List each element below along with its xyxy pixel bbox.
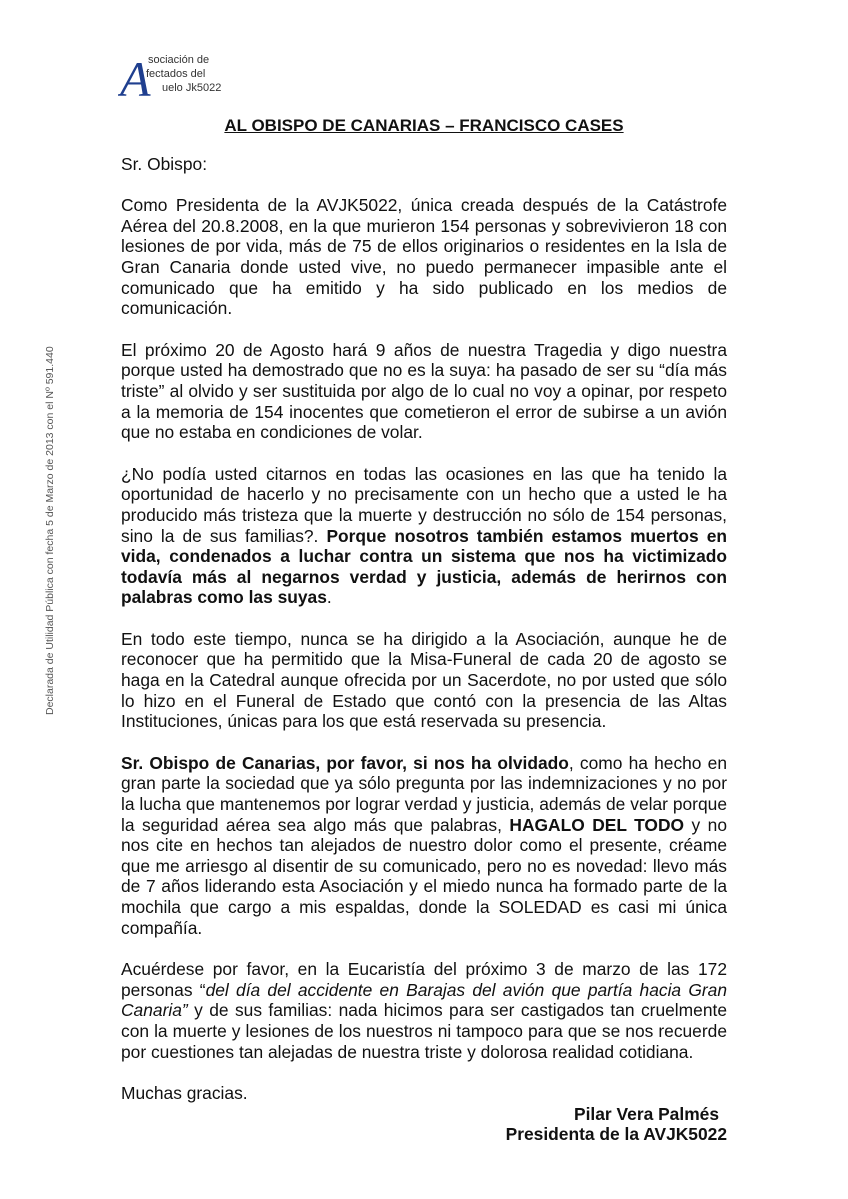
letter-title: AL OBISPO DE CANARIAS – FRANCISCO CASES (224, 116, 624, 135)
paragraph-6-italic: del día del accidente en Barajas del avión que partía hacia Gran Canaria” (121, 979, 728, 1021)
paragraph-6-text: Acuérdese por favor, en la Eucaristía del próximo 3 de marzo de las 172 personas “ (121, 959, 727, 1000)
paragraph-5-text: , como ha hecho en gran parte la sociedad que ya sólo pregunta por las indemnizaciones y no por la lucha que mantenemos por lograr verdad y justicia, además de velar porque la seguridad aérea sea algo más que palabras, (121, 752, 727, 835)
closing: Muchas gracias. (121, 1083, 248, 1104)
logo-line-2: fectados del (146, 68, 206, 80)
signature-name: Pilar Vera Palmés (573, 1103, 719, 1124)
paragraph-1 (121, 195, 727, 319)
letter-body (121, 116, 727, 1145)
salutation: Sr. Obispo: (121, 153, 208, 174)
paragraph-3-text: ¿No podía usted citarnos en todas las ocasiones en las que ha tenido la oportunidad de hacerlo y no precisamente con un hecho que a usted le ha producido más tristeza que la muerte y destrucción no sólo de 154 personas, sino la de sus familias?. (121, 463, 727, 546)
paragraph-5 (121, 753, 727, 938)
paragraph-6 (121, 959, 727, 1062)
logo-line-1: sociación de (148, 54, 210, 66)
signature-role: Presidenta de la AVJK5022 (505, 1124, 727, 1145)
paragraph-6-text-end: y de sus familias: nada hicimos para ser castigados tan cruelmente con la muerte y lesiones de los nuestros ni tampoco para que se nos recuerde por cuestiones tan alejadas de nuestra triste y dolorosa realidad cotidiana. (121, 1000, 727, 1062)
paragraph-3 (121, 464, 727, 608)
paragraph-1-text: Como Presidenta de la AVJK5022, única creada después de la Catástrofe Aérea del 20.8.2008, en la que murieron 154 personas y sobrevivieron 18 con lesiones de por vida, más de 75 de ellos originarios o residentes en la Isla de Gran Canaria donde usted vive, no puedo permanecer impasible ante el comunicado que ha emitido y ha sido publicado en los medios de comunicación. (121, 195, 727, 319)
association-logo (118, 52, 228, 100)
logo-line-3: uelo Jk5022 (162, 82, 222, 94)
signature-block (121, 1104, 727, 1145)
logo-big-letter: A (120, 52, 151, 100)
side-registration-note: Declarada de Utilidad Pública con fecha 5 de Marzo de 2013 con el Nº 591.440 (44, 346, 56, 715)
paragraph-5-bold-opening: Sr. Obispo de Canarias, por favor, si nos ha olvidado (121, 752, 569, 773)
paragraph-3-bold: Porque nosotros también estamos muertos en vida, condenados a luchar contra un sistema que nos ha victimizado todavía más al negarnos verdad y justicia, además de herirnos con palabras como las suyas (121, 525, 728, 608)
paragraph-2-text: El próximo 20 de Agosto hará 9 años de nuestra Tragedia y digo nuestra porque usted ha demostrado que no es la suya: ha pasado de ser su “día más triste” al olvido y ser sustituida por algo de lo cual no voy a opinar, por respeto a la memoria de 154 inocentes que cometieron el error de subirse a un avión que no estaba en condiciones de volar. (121, 339, 727, 443)
paragraph-2 (121, 340, 727, 443)
paragraph-5-text-end: y no nos cite en hechos tan alejados de nuestro dolor como el presente, créame que me arriesgo al disentir de su comunicado, pero no es novedad: llevo más de 7 años liderando esta Asociación y el miedo nunca ha formado parte de la mochila que cargo a mis espaldas, donde la SOLEDAD es casi mi única compañía. (121, 814, 727, 938)
paragraph-4-text: En todo este tiempo, nunca se ha dirigido a la Asociación, aunque he de reconocer que ha permitido que la Misa-Funeral de cada 20 de agosto se haga en la Catedral aunque ofrecida por un Sacerdote, no por usted que sólo lo hizo en el Funeral de Estado que contó con la presencia de las Altas Instituciones, únicas para los que está reservada su presencia. (121, 628, 727, 732)
paragraph-5-bold-emphasis: HAGALO DEL TODO (509, 814, 685, 835)
paragraph-3-end: . (326, 587, 332, 608)
paragraph-4 (121, 629, 727, 732)
